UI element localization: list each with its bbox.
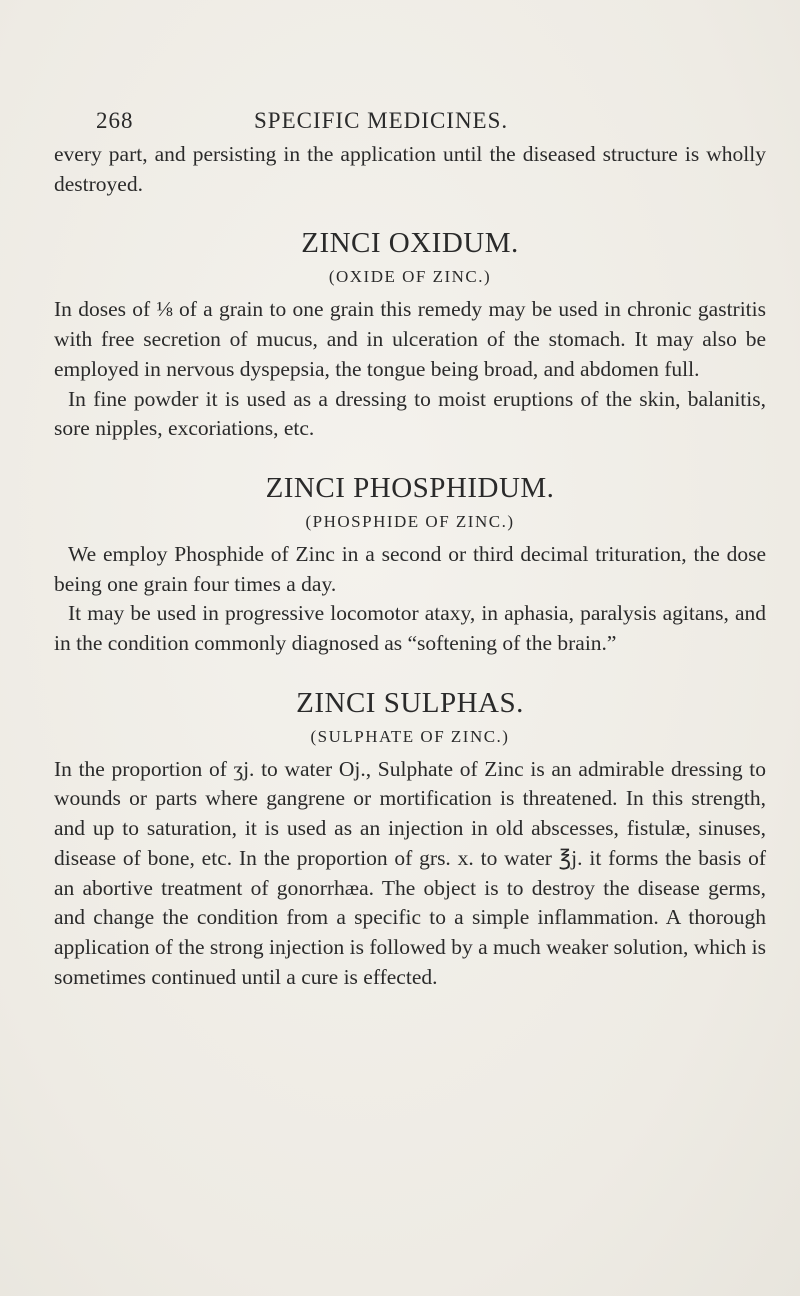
intro-paragraph: every part, and persisting in the application until the diseased structure is wholly destroyed. bbox=[54, 142, 766, 196]
section-title-zinci-oxidum: ZINCI OXIDUM. bbox=[301, 227, 519, 260]
section-subtitle-zinci-oxidum: (OXIDE OF ZINC.) bbox=[328, 267, 492, 287]
paragraph: In the proportion of ʒj. to water Oj., Sulphate of Zinc is an admirable dressing to wounds or parts where gangrene or mortification is threatened. In this strength, and up to saturation, it is used as an injection in old abscesses, fistulæ, sinuses, disease of bone, etc. In the proportion of grs. x. to water ℥j. it forms the basis of an abortive treatment of gonorrhæa. The object is to destroy the disease germs, and change the condition from a specific to a simple inflammation. A thorough application of the strong injection is followed by a much weaker solution, which is sometimes continued until a cure is effected. bbox=[54, 756, 766, 989]
paragraph: In doses of ⅛ of a grain to one grain this remedy may be used in chronic gastritis with free secretion of mucus, and in ulceration of the stomach. It may also be employed in nervous dyspepsia, the tongue being broad, and abdomen full. bbox=[54, 297, 766, 381]
section-subtitle-zinci-phosphidum: (PHOSPHIDE OF ZINC.) bbox=[305, 511, 515, 531]
page-header bbox=[96, 108, 756, 138]
section-title-zinci-sulphas: ZINCI SULPHAS. bbox=[296, 686, 524, 719]
paragraph: It may be used in progressive locomotor ataxy, in aphasia, paralysis agitans, and in the condition commonly diagnosed as “softening of the brain.” bbox=[54, 601, 766, 656]
section-title-zinci-phosphidum: ZINCI PHOSPHIDUM. bbox=[265, 471, 555, 504]
page-body bbox=[54, 140, 766, 992]
running-head: SPECIFIC MEDICINES. bbox=[254, 108, 509, 133]
page-number: 268 bbox=[96, 108, 134, 133]
section-subtitle-zinci-sulphas: (SULPHATE OF ZINC.) bbox=[310, 726, 510, 746]
paragraph: We employ Phosphide of Zinc in a second or third decimal trituration, the dose being one grain four times a day. bbox=[54, 541, 766, 596]
paragraph: In fine powder it is used as a dressing to moist eruptions of the skin, balanitis, sore nipples, excoriations, etc. bbox=[54, 386, 766, 441]
